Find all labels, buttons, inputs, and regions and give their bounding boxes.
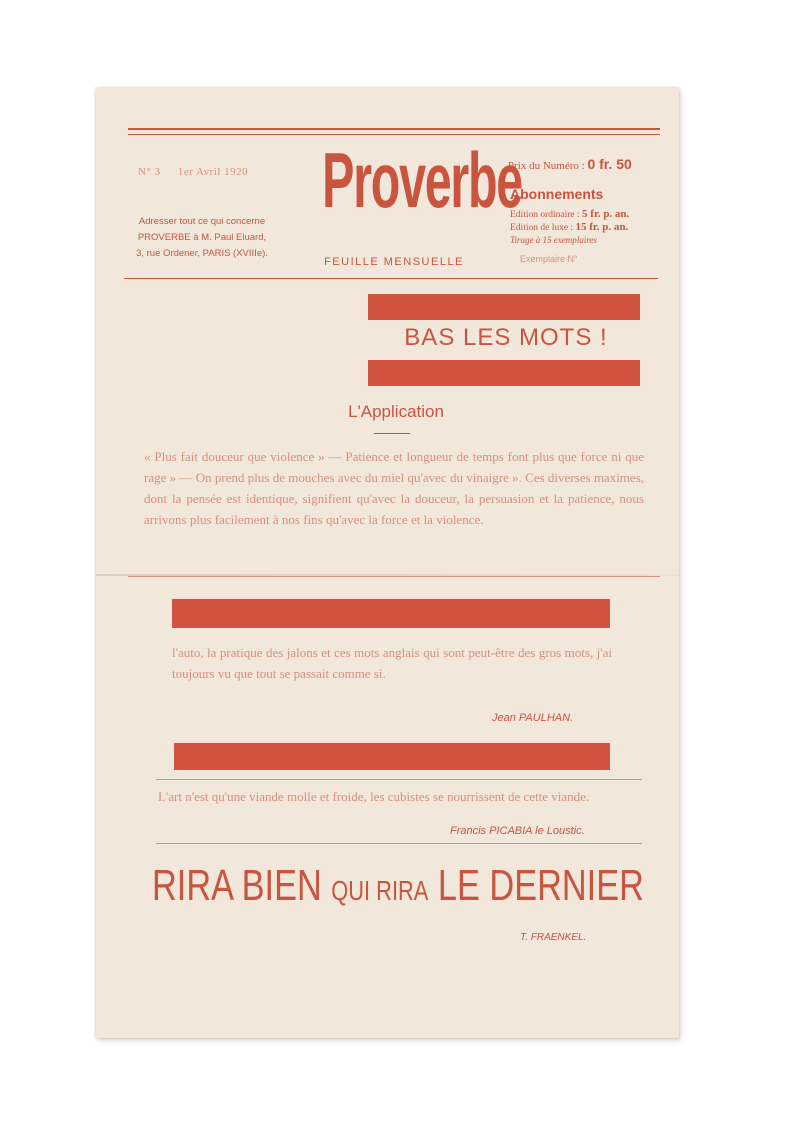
ordinary-label: Edition ordinaire :: [510, 210, 580, 220]
subscription-ordinary: [510, 208, 670, 221]
headline-bar-top: [368, 294, 640, 320]
headline: BAS LES MOTS !: [404, 324, 608, 351]
censor-bar-2: [174, 743, 610, 770]
address-line: 3, rue Ordener, PARIS (XVIIIe).: [136, 248, 268, 259]
proverb-part: LE DERNIER: [437, 861, 644, 910]
tirage-note: Tirage à 15 exemplaires: [510, 235, 597, 245]
paulhan-text: l'auto, la pratique des jalons et ces mots anglais qui sont peut-être des gros mots, j'ai toujours vu que tout se passait comme si.: [172, 645, 612, 681]
masthead-subtitle: FEUILLE MENSUELLE: [324, 256, 464, 268]
proverb-part: RIRA BIEN: [152, 861, 322, 910]
subscriptions-heading: Abonnements: [510, 186, 604, 202]
picabia-text: L'art n'est qu'une viande molle et froide, les cubistes se nourrissent de cette viande.: [158, 789, 590, 804]
picabia-signature: Francis PICABIA le Loustic.: [450, 825, 585, 837]
title-underline: [374, 433, 410, 434]
address-line: PROVERBE à M. Paul Eluard,: [137, 232, 267, 243]
copy-number-label: Exemplaire N°: [520, 254, 578, 264]
issue-number: N° 3: [138, 166, 161, 178]
address-line: Adresser tout ce qui concerne: [138, 216, 266, 227]
price: [508, 156, 668, 172]
masthead-bottom-rule: [124, 278, 658, 279]
proverb-line: [152, 858, 644, 919]
censor-bar-1: [172, 599, 610, 628]
article-paragraph: « Plus fait douceur que violence » — Patience et longueur de temps font plus que force ni que rage » — On prend plus de mouches avec du miel qu'avec du vinaigre ». Ces diverses maximes, dont la pensée est identique, signifient qu'avec la douceur, la persuasion et la patience, nous arrivons plus facilement à nos fins qu'avec la force et la violence.: [144, 449, 644, 527]
newspaper-page: [96, 88, 679, 1038]
article-title: L'Application: [348, 402, 444, 421]
price-label: Prix du Numéro :: [508, 160, 585, 172]
subscriptions: [510, 186, 670, 246]
subscription-luxe: [510, 221, 670, 234]
section-rule-3: [156, 843, 642, 844]
section-rule: [128, 576, 660, 577]
ordinary-price: 5 fr. p. an.: [582, 208, 630, 220]
address-block: [132, 214, 272, 262]
proverb-signature: T. FRAENKEL.: [520, 932, 587, 943]
luxe-label: Edition de luxe :: [510, 223, 574, 233]
masthead-title: Proverbe: [322, 136, 522, 224]
headline-bar-bottom: [368, 360, 640, 386]
issue-info: [138, 166, 262, 178]
price-value: 0 fr. 50: [587, 156, 632, 172]
paulhan-signature: Jean PAULHAN.: [492, 712, 574, 724]
section-rule-2: [156, 779, 642, 780]
luxe-price: 15 fr. p. an.: [575, 221, 629, 233]
issue-date: 1er Avril 1920: [177, 166, 249, 178]
proverb-part: QUI RIRA: [331, 875, 429, 906]
